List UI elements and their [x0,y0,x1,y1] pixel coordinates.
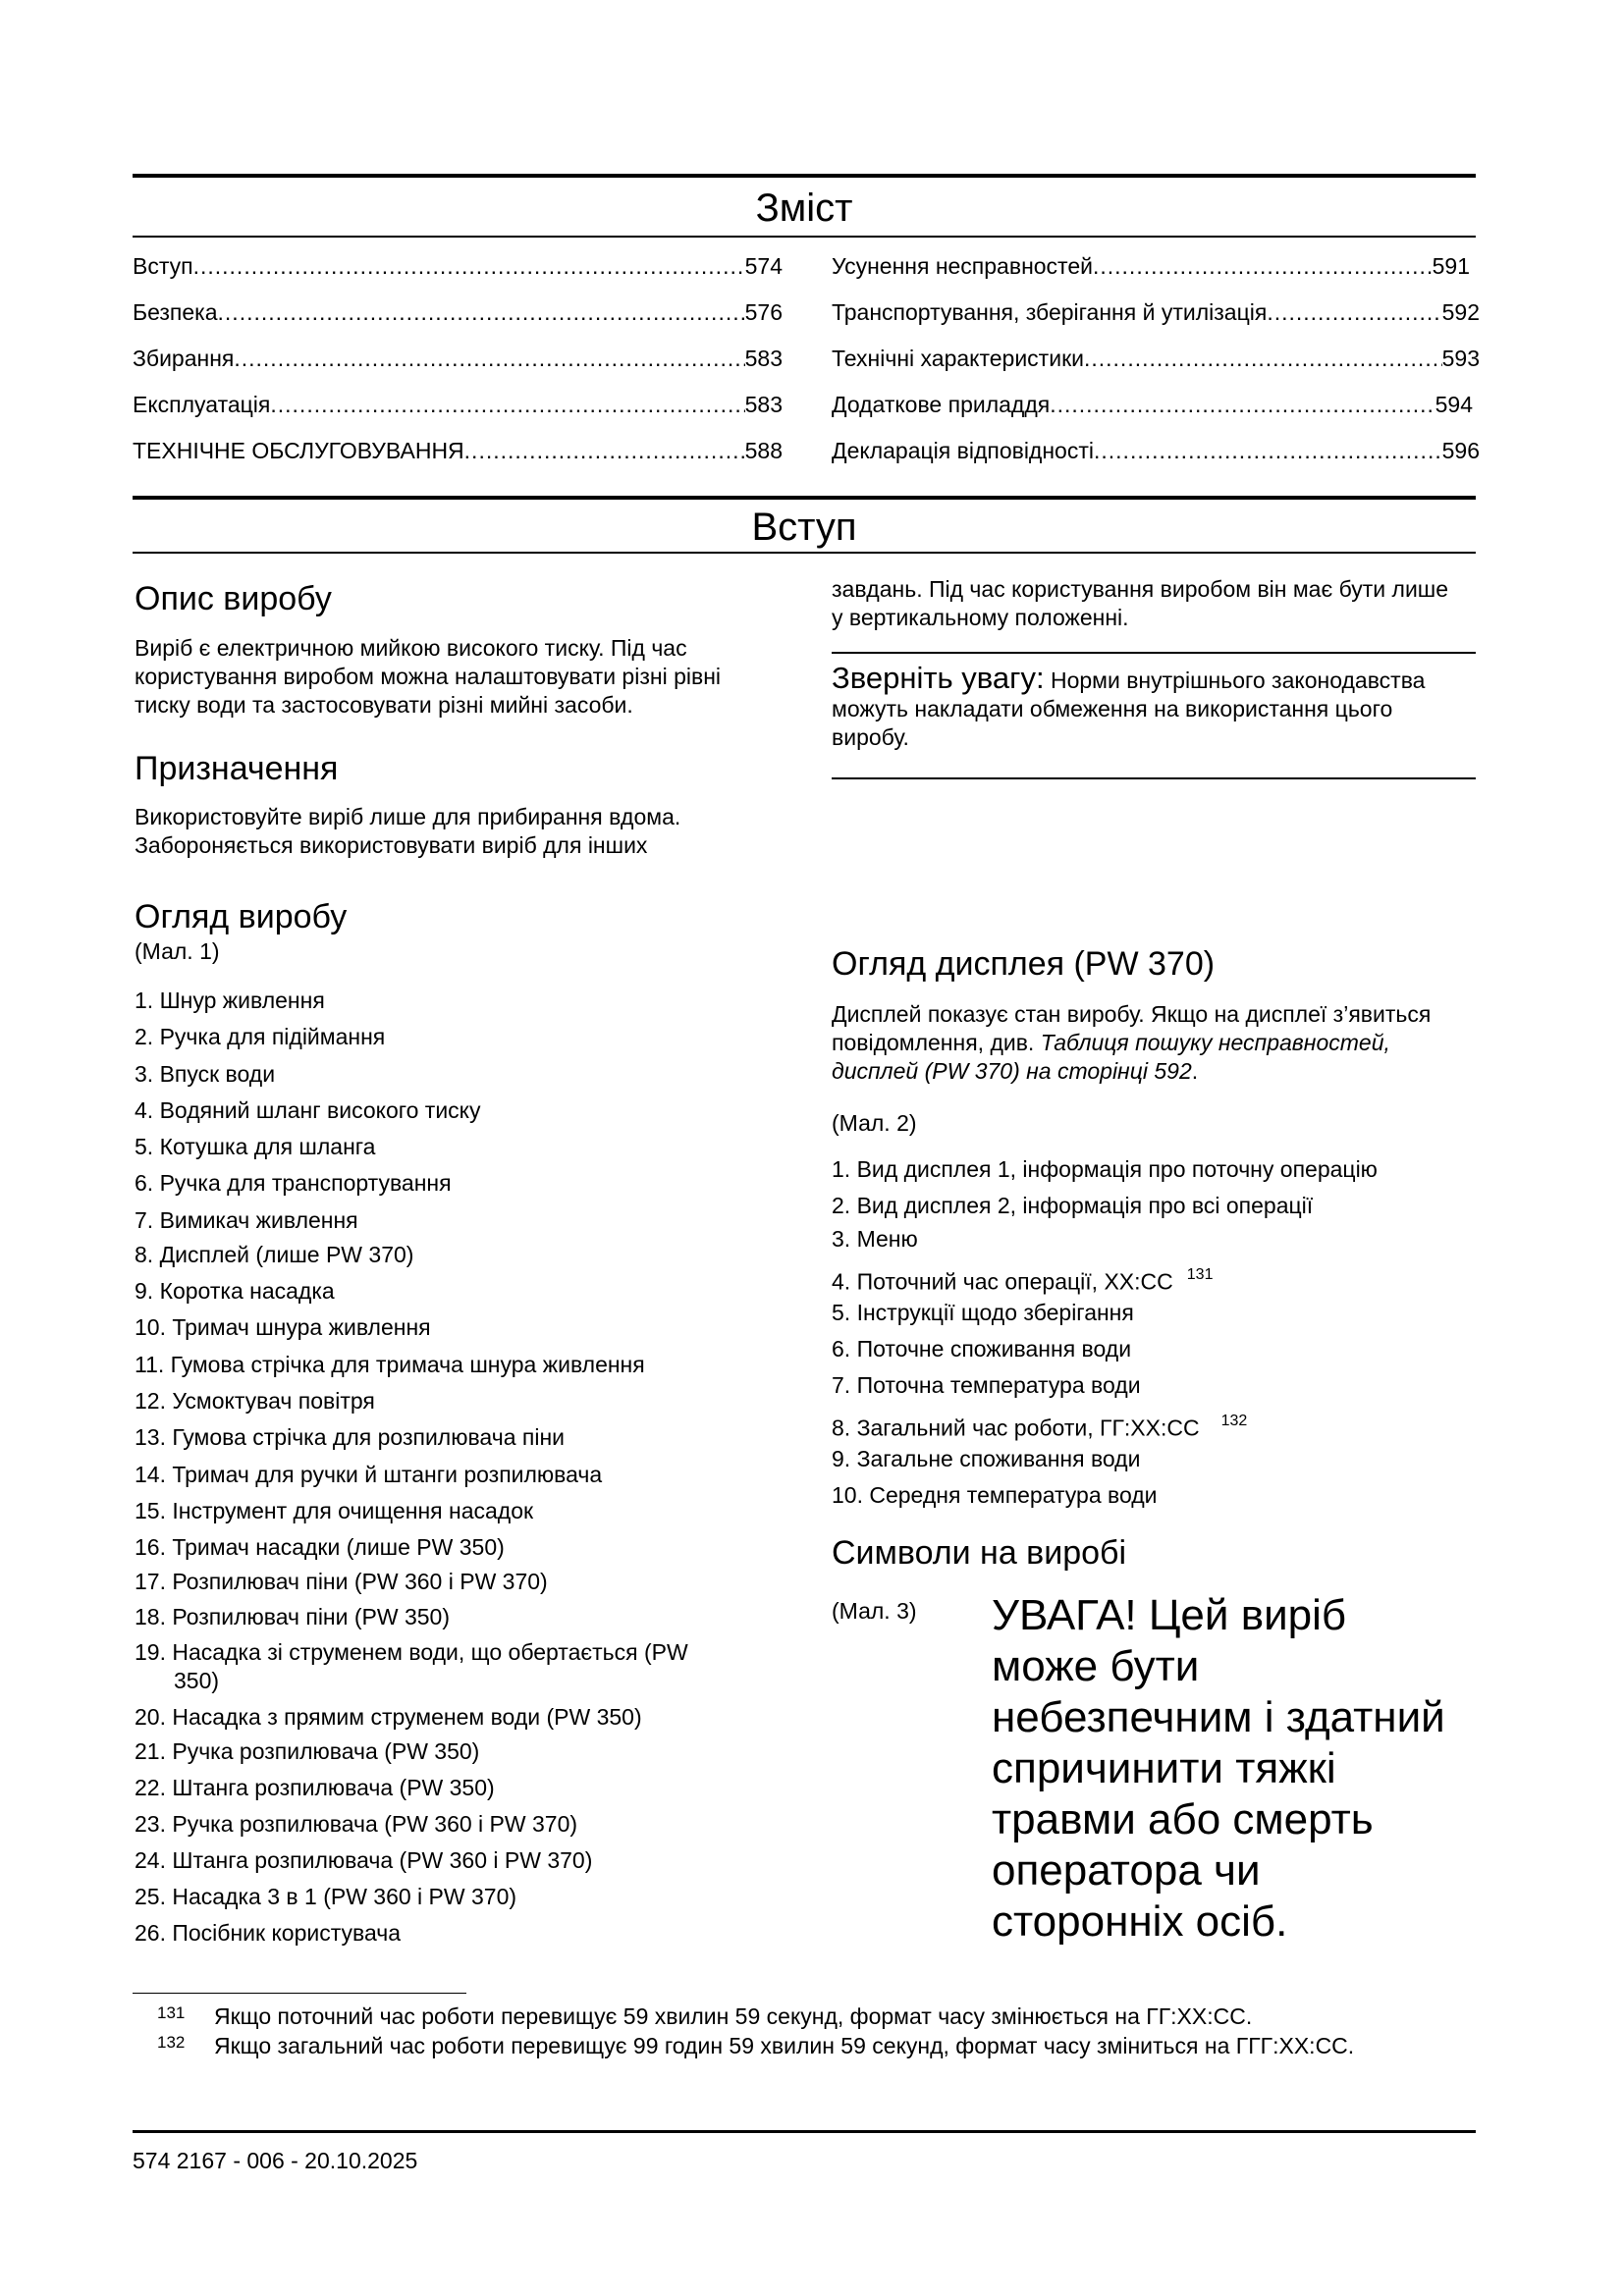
list-item: 1. Вид дисплея 1, інформація про поточну операцію [832,1156,1378,1182]
list-item: 19. Насадка зі струменем води, що обертається (PW 350) [135,1639,688,1694]
footnote-ref[interactable]: 132 [1220,1412,1248,1429]
footnote-separator [133,1993,466,1994]
toc-entry[interactable]: Додаткове приладдя ..... 594 [832,390,1473,436]
list-item: 6. Ручка для транспортування [135,1170,452,1197]
purpose-heading: Призначення [135,750,339,787]
list-item: 14. Тримач для ручки й штанги розпилювача [135,1461,603,1487]
list-item: 3. Меню [832,1226,918,1253]
toc-right-column [832,251,1480,482]
list-item: 4. Водяний шланг високого тиску [135,1096,481,1123]
list-item: 8. Загальний час роботи, ГГ:ХХ:СС $^{132}$ [832,1412,1248,1441]
intro-title-rule [133,552,1476,554]
list-item: 26. Посібник користувача [135,1920,402,1947]
toc-title-rule [133,236,1476,238]
warning-text: УВАГА! Цей виріб може бути небезпечним і здатний спричинити тяжкі травми або смерть оператора чи сторонніх осіб. [992,1591,1445,1946]
footnote [157,2002,1473,2031]
toc-entry[interactable]: Декларація відповідності ..... 596 [832,436,1480,482]
toc-entry[interactable]: Безпека ..... 576 [133,297,783,344]
document-id: 2167 - 006 - 20.10.2025 [176,2148,418,2173]
list-item: 9. Коротка насадка [135,1278,335,1305]
toc-entry[interactable]: Технічні характеристики ..... 593 [832,344,1480,390]
list-item: 13. Гумова стрічка для розпилювача піни [135,1424,565,1451]
toc-entry[interactable]: Вступ ..... 574 [133,251,783,297]
symbols-fig-ref: (Мал. 3) [832,1598,917,1624]
list-item: 3. Впуск води [135,1060,276,1087]
list-item: 10. Тримач шнура живлення [135,1314,431,1341]
product-overview-fig-ref: (Мал. 1) [135,938,220,964]
product-description-heading: Опис виробу [135,580,332,617]
list-item: 18. Розпилювач піни (PW 350) [135,1604,451,1630]
toc-entry[interactable]: Експлуатація ..... 583 [133,390,783,436]
troubleshooting-link[interactable]: Таблиця пошуку несправностей, дисплей (PW 370) на сторінці 592 [832,1030,1390,1084]
toc-left-column [133,251,783,482]
display-overview-heading: Огляд дисплея (PW 370) [832,945,1216,983]
toc-entry[interactable]: Збирання ..... 583 [133,344,783,390]
toc-entry[interactable]: Усунення несправностей ..... 591 [832,251,1470,297]
list-item: 23. Ручка розпилювача (PW 360 і PW 370) [135,1811,578,1838]
product-overview-list [135,987,783,1955]
footnote-number: 132 [157,2033,186,2052]
list-item: 24. Штанга розпилювача (PW 360 і PW 370) [135,1847,593,1874]
footer-rule [133,2130,1476,2133]
list-item: 5. Інструкції щодо зберігання [832,1299,1134,1325]
symbols-heading: Символи на виробі [832,1534,1127,1572]
list-item: 12. Усмоктувач повітря [135,1387,375,1414]
list-item: 2. Вид дисплея 2, інформація про всі операції [832,1193,1314,1219]
footnote [157,2032,1473,2060]
intro-title: Вступ [751,506,857,549]
list-item: 22. Штанга розпилювача (PW 350) [135,1775,495,1801]
list-item: 5. Котушка для шланга [135,1134,376,1160]
notice-text: Норми внутрішнього законодавства можуть накладати обмеження на використання цього виробу. [832,667,1426,750]
footnote-ref[interactable]: 131 [1186,1265,1214,1283]
page-footer [133,2147,417,2175]
footnote-text: Якщо загальний час роботи перевищує 99 годин 59 хвилин 59 секунд, формат часу зміниться на ГГГ:ХХ:СС. [214,2033,1355,2058]
toc-entry[interactable]: Транспортування, зберігання й утилізація ..... 592 [832,297,1480,344]
list-item: 11. Гумова стрічка для тримача шнура живлення [135,1351,645,1377]
toc-top-rule [133,174,1476,178]
display-overview-list [832,1155,1470,1519]
display-overview-text: Дисплей показує стан виробу. Якщо на дисплеї з’явиться повідомлення, див. Таблиця пошуку несправностей, дисплей (PW 370) на сторінці 592. [832,1001,1432,1084]
list-item: 8. Дисплей (лише PW 370) [135,1241,414,1267]
list-item: 2. Ручка для підіймання [135,1024,386,1050]
page-number: 574 [133,2148,171,2173]
list-item: 21. Ручка розпилювача (PW 350) [135,1738,480,1765]
purpose-text-right: завдань. Під час користування виробом він має бути лише у вертикальному положенні. [832,576,1449,630]
intro-top-rule [133,496,1476,500]
list-item: 4. Поточний час операції, ХХ:СС $^{131}$ [832,1265,1214,1295]
list-item: 25. Насадка 3 в 1 (PW 360 і PW 370) [135,1884,517,1910]
list-item: 6. Поточне споживання води [832,1336,1132,1362]
purpose-text-left: Використовуйте виріб лише для прибирання вдома. Забороняється використовувати виріб для інших [135,804,681,858]
list-item: 7. Вимикач живлення [135,1206,358,1233]
list-item: 20. Насадка з прямим струменем води (PW 350) [135,1704,642,1731]
notice-bottom-rule [832,777,1476,779]
list-item: 15. Інструмент для очищення насадок [135,1497,534,1523]
list-item: 9. Загальне споживання води [832,1446,1141,1472]
display-overview-fig-ref: (Мал. 2) [832,1110,917,1136]
list-item: 10. Середня температура води [832,1482,1158,1509]
list-item: 1. Шнур живлення [135,988,325,1013]
footnote-text: Якщо поточний час роботи перевищує 59 хвилин 59 секунд, формат часу змінюється на ГГ:ХХ:СС. [214,2003,1253,2029]
list-item: 17. Розпилювач піни (PW 360 і PW 370) [135,1569,548,1595]
list-item: 7. Поточна температура води [832,1372,1141,1399]
footnote-number: 131 [157,2003,186,2022]
notice-label: Зверніть увагу: [832,661,1045,695]
toc-title: Зміст [755,187,853,230]
notice-top-rule [832,652,1476,654]
notice-box [832,661,1460,752]
product-description-text: Виріб є електричною мийкою високого тиску. Під час користування виробом можна налаштовувати різні рівні тиску води та застосовувати різні мийні засоби. [135,635,722,718]
product-overview-heading: Огляд виробу [135,898,348,935]
list-item: 16. Тримач насадки (лише PW 350) [135,1534,505,1561]
toc-entry[interactable]: ТЕХНІЧНЕ ОБСЛУГОВУВАННЯ ..... 588 [133,436,783,482]
